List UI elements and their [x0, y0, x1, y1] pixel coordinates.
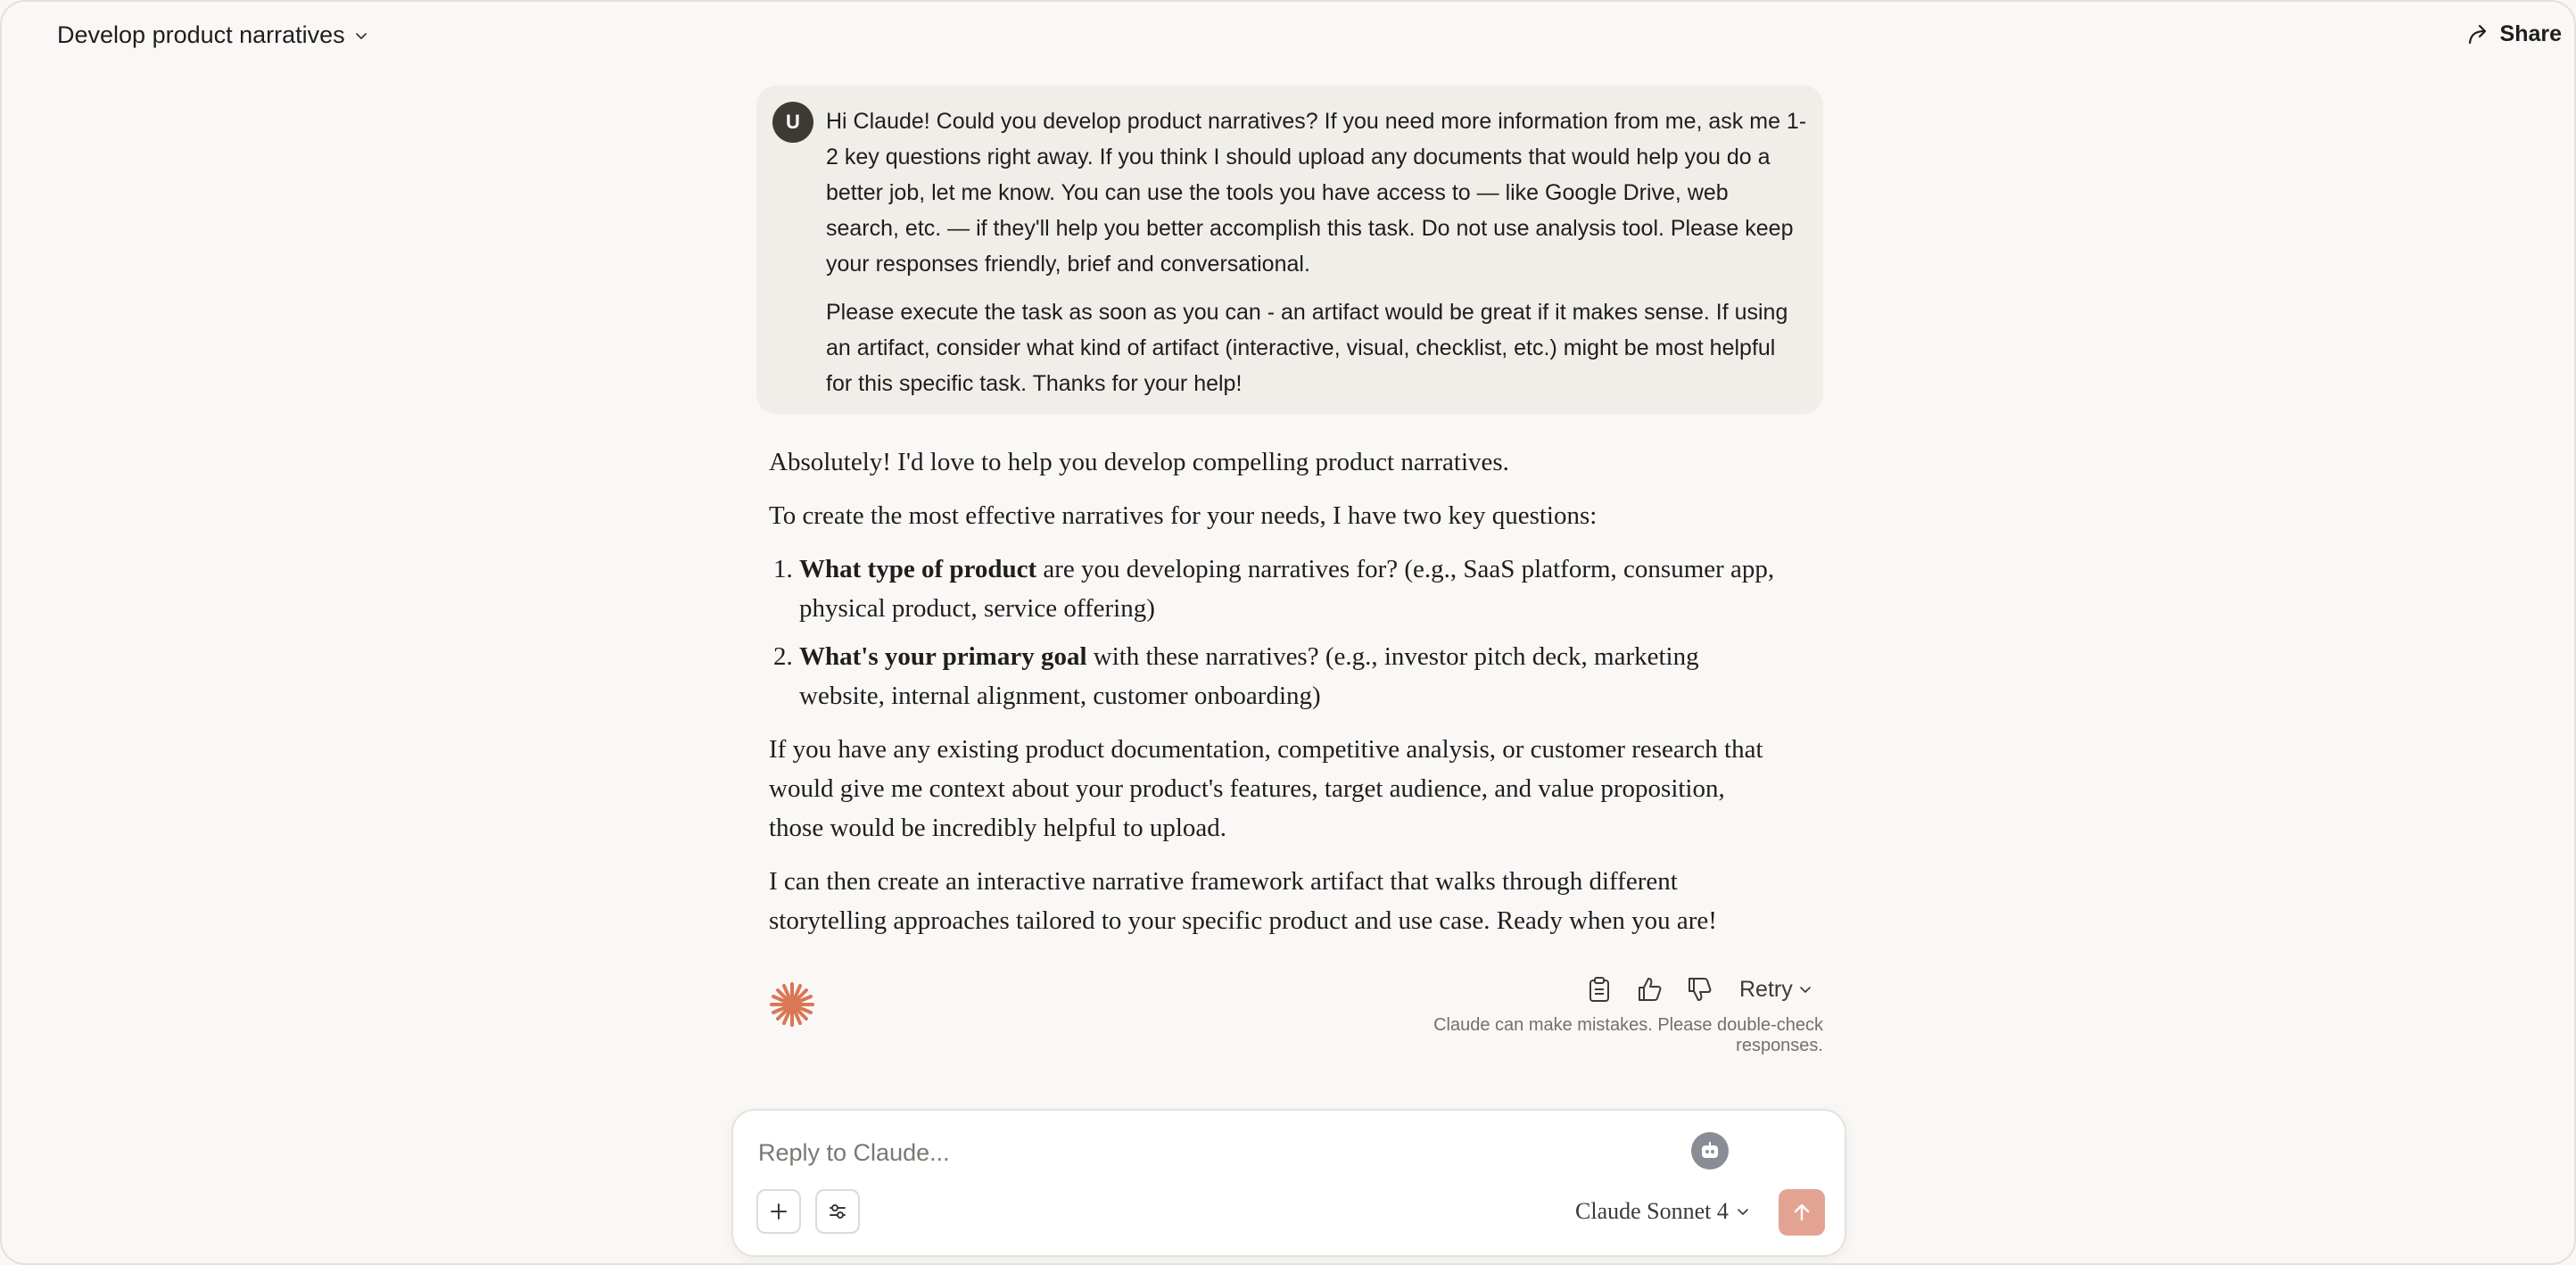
robot-icon — [1698, 1139, 1721, 1162]
question-text: are you developing narratives for? (e.g., SaaS platform, consumer app, physical product, service offering) — [799, 555, 1775, 623]
chevron-down-icon — [354, 29, 368, 43]
user-paragraph: Please execute the task as soon as you can - an artifact would be great if it makes sense. If using an artifact, consider what kind of artifact (interactive, visual, checklist, etc.) might be most helpful for this specific task. Thanks for your help! — [826, 300, 1788, 396]
user-message — [756, 86, 1823, 414]
assistant-closing-paragraph: I can then create an interactive narrative framework artifact that walks through different storytelling approaches tailored to your specific product and use case. Ready when you are! — [769, 867, 1717, 935]
share-button[interactable] — [2466, 21, 2562, 47]
clipboard-icon — [1588, 976, 1611, 1003]
composer — [731, 1109, 1846, 1257]
user-message-text — [826, 103, 1807, 414]
assistant-intro: Absolutely! I'd love to help you develop compelling product narratives. — [769, 448, 1509, 476]
tools-button[interactable] — [815, 1189, 860, 1234]
avatar: U — [772, 102, 813, 143]
thumbs-down-icon — [1686, 976, 1713, 1003]
add-button[interactable] — [756, 1189, 801, 1234]
retry-label: Retry — [1739, 976, 1793, 1002]
copy-button[interactable] — [1584, 974, 1614, 1005]
question-bold: What's your primary goal — [799, 642, 1087, 671]
share-label: Share — [2499, 21, 2562, 46]
assistant-message — [769, 442, 1786, 955]
thumbs-up-icon — [1636, 976, 1663, 1003]
message-actions — [1584, 974, 1812, 1005]
user-paragraph: Hi Claude! Could you develop product narratives? If you need more information from me, ask me 1-2 key questions right away. If you think I should upload any documents that would help you do a better job, let me know. You can use the tools you have access to — like Google Drive, web search, etc. — if they'll help you better accomplish this task. Do not use analysis tool. Please keep your responses friendly, brief and conversational. — [826, 109, 1807, 277]
retry-button[interactable] — [1739, 977, 1812, 1003]
plus-icon — [768, 1201, 789, 1222]
reply-input[interactable] — [756, 1134, 1652, 1171]
list-item — [799, 637, 1786, 715]
arrow-up-icon — [1791, 1202, 1812, 1223]
model-label: Claude Sonnet 4 — [1575, 1198, 1729, 1224]
list-item — [799, 550, 1786, 628]
share-icon — [2466, 23, 2491, 46]
thumbs-down-button[interactable] — [1684, 974, 1714, 1005]
chevron-down-icon — [1798, 982, 1812, 996]
top-bar — [2, 2, 2574, 70]
disclaimer: Claude can make mistakes. Please double-check responses. — [1433, 1015, 1823, 1055]
question-text: with these narratives? (e.g., investor pitch deck, marketing website, internal alignment, customer onboarding) — [799, 642, 1699, 710]
send-button[interactable] — [1779, 1189, 1825, 1236]
assistant-lead: To create the most effective narratives for your needs, I have two key questions: — [769, 501, 1598, 530]
chevron-down-icon — [1736, 1204, 1750, 1219]
sliders-icon — [827, 1201, 848, 1222]
chat-title: Develop product narratives — [57, 21, 345, 48]
thumbs-up-button[interactable] — [1634, 974, 1664, 1005]
chat-title-menu[interactable] — [57, 21, 368, 49]
claude-logo-icon — [767, 980, 817, 1029]
questions-list — [769, 550, 1786, 715]
model-selector[interactable] — [1575, 1198, 1750, 1225]
bot-icon[interactable] — [1691, 1132, 1729, 1170]
question-bold: What type of product — [799, 555, 1037, 583]
assistant-docs-paragraph: If you have any existing product documentation, competitive analysis, or customer research that would give me context about your product's features, target audience, and value proposition, those would be incredibly helpful to upload. — [769, 735, 1763, 842]
